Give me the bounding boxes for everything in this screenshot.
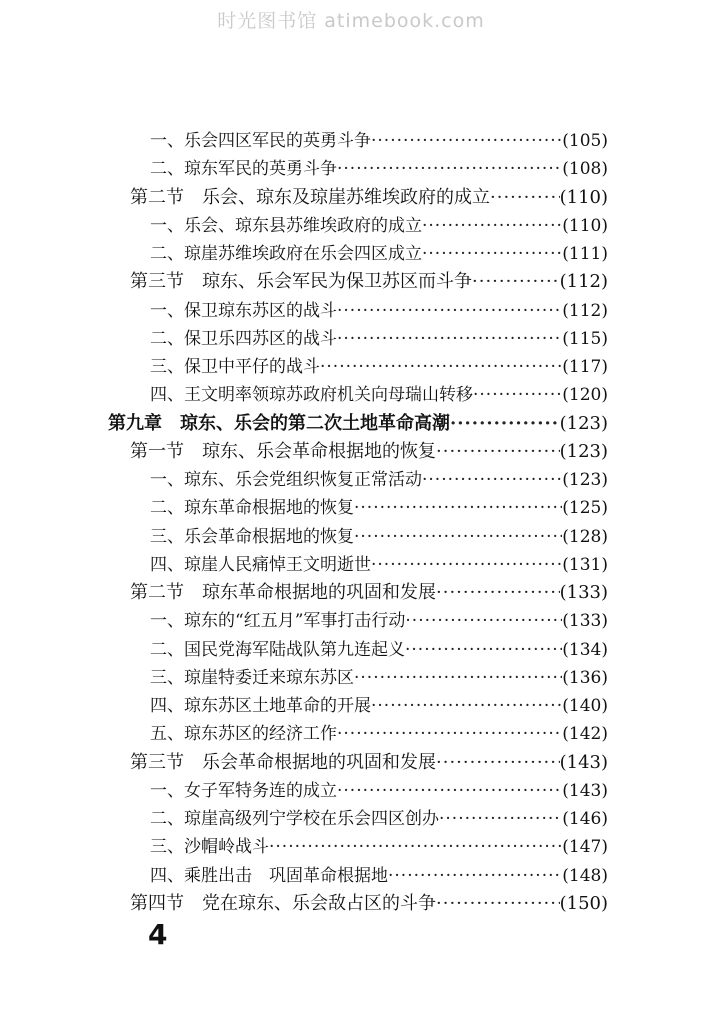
toc-entry-title: 二、琼崖苏维埃政府在乐会四区成立	[150, 244, 422, 264]
toc-leader-dots	[371, 552, 562, 578]
toc-entry-page: (133)	[559, 582, 608, 603]
toc-section-row	[130, 580, 608, 606]
toc-entry-title: 四、琼东苏区土地革命的开展	[150, 696, 371, 716]
toc-leader-dots	[320, 354, 562, 380]
toc-section-row	[130, 439, 608, 465]
toc-item-row	[150, 693, 608, 719]
toc-entry-title: 一、乐会四区军民的英勇斗争	[150, 131, 371, 151]
toc-item-row	[150, 552, 608, 578]
toc-item-row	[150, 524, 608, 550]
toc-entry-page: (125)	[562, 498, 608, 518]
toc-leader-dots	[436, 891, 560, 917]
toc-item-row	[150, 721, 608, 747]
toc-entry-page: (115)	[562, 329, 608, 349]
toc-section-row	[130, 891, 608, 917]
toc-entry-title: 四、乘胜出击 巩固革命根据地	[150, 866, 388, 886]
toc-item-row	[150, 863, 608, 889]
toc-entry-page: (112)	[562, 301, 608, 321]
toc-item-row	[150, 495, 608, 521]
page-number: 4	[148, 918, 168, 951]
toc-leader-dots	[371, 128, 562, 154]
toc-leader-dots	[371, 693, 562, 719]
toc-leader-dots	[388, 863, 562, 889]
toc-entry-page: (120)	[562, 385, 608, 405]
toc-entry-page: (147)	[562, 837, 608, 857]
toc-item-row	[150, 382, 608, 408]
toc-entry-page: (111)	[562, 244, 608, 264]
toc-entry-title: 一、琼东、乐会党组织恢复正常活动	[150, 470, 422, 490]
toc-entry-title: 四、琼崖人民痛悼王文明逝世	[150, 555, 371, 575]
toc-item-row	[150, 213, 608, 239]
toc-leader-dots	[337, 156, 562, 182]
toc-entry-page: (131)	[562, 555, 608, 575]
toc-entry-title: 五、琼东苏区的经济工作	[150, 724, 337, 744]
toc-entry-title: 一、保卫琼东苏区的战斗	[150, 301, 337, 321]
toc-section-row	[130, 185, 608, 211]
toc-item-row	[150, 806, 608, 832]
toc-entry-page: (128)	[562, 527, 608, 547]
toc-item-row	[150, 665, 608, 691]
toc-entry-title: 一、女子军特务连的成立	[150, 781, 337, 801]
toc-leader-dots	[436, 750, 560, 776]
toc-entry-page: (133)	[562, 611, 608, 631]
toc-leader-dots	[337, 778, 562, 804]
toc-entry-page: (110)	[559, 187, 608, 208]
toc-leader-dots	[436, 580, 560, 606]
toc-entry-page: (140)	[562, 696, 608, 716]
toc-entry-title: 三、乐会革命根据地的恢复	[150, 527, 354, 547]
toc-item-row	[150, 326, 608, 352]
toc-entry-page: (123)	[559, 441, 608, 462]
toc-item-row	[150, 778, 608, 804]
toc-leader-dots	[450, 411, 560, 437]
toc-leader-dots	[436, 439, 560, 465]
toc-entry-page: (112)	[559, 271, 608, 292]
toc-entry-title: 二、保卫乐四苏区的战斗	[150, 329, 337, 349]
toc-entry-page: (123)	[562, 470, 608, 490]
toc-entry-title: 四、王文明率领琼苏政府机关向母瑞山转移	[150, 385, 473, 405]
toc-entry-page: (134)	[562, 640, 608, 660]
toc-entry-title: 第三节 乐会革命根据地的巩固和发展	[130, 752, 436, 773]
toc-entry-page: (136)	[562, 668, 608, 688]
toc-item-row	[150, 608, 608, 634]
toc-leader-dots	[354, 524, 562, 550]
toc-entry-title: 第二节 琼东革命根据地的巩固和发展	[130, 582, 436, 603]
toc-entry-title: 二、国民党海军陆战队第九连起义	[150, 640, 405, 660]
toc-section-row	[130, 269, 608, 295]
toc-entry-page: (123)	[559, 413, 608, 434]
toc-entry-page: (117)	[562, 357, 608, 377]
toc-item-row	[150, 128, 608, 154]
toc-item-row	[150, 467, 608, 493]
toc-item-row	[150, 834, 608, 860]
toc-entry-title: 二、琼东军民的英勇斗争	[150, 159, 337, 179]
toc-leader-dots	[422, 213, 562, 239]
toc-entry-page: (105)	[562, 131, 608, 151]
toc-entry-title: 二、琼东革命根据地的恢复	[150, 498, 354, 518]
toc-chapter-row	[108, 411, 608, 437]
toc-leader-dots	[269, 834, 562, 860]
toc-item-row	[150, 241, 608, 267]
watermark: 时光图书馆 atimebook.com	[217, 10, 485, 32]
toc-entry-title: 第二节 乐会、琼东及琼崖苏维埃政府的成立	[130, 187, 490, 208]
toc-entry-page: (143)	[562, 781, 608, 801]
toc-entry-title: 第三节 琼东、乐会军民为保卫苏区而斗争	[130, 271, 472, 292]
toc-section-row	[130, 750, 608, 776]
toc-entry-title: 三、沙帽岭战斗	[150, 837, 269, 857]
toc-leader-dots	[337, 721, 562, 747]
toc-entry-page: (108)	[562, 159, 608, 179]
toc-leader-dots	[439, 806, 562, 832]
toc-entry-page: (143)	[559, 752, 608, 773]
toc-entry-title: 第一节 琼东、乐会革命根据地的恢复	[130, 441, 436, 462]
toc-entry-title: 二、琼崖高级列宁学校在乐会四区创办	[150, 809, 439, 829]
toc-leader-dots	[354, 495, 562, 521]
toc-leader-dots	[354, 665, 562, 691]
toc-entry-page: (110)	[562, 216, 608, 236]
toc-leader-dots	[473, 382, 562, 408]
toc-leader-dots	[405, 608, 562, 634]
toc-entry-page: (148)	[562, 866, 608, 886]
toc-entry-title: 三、保卫中平仔的战斗	[150, 357, 320, 377]
toc-entry-title: 第四节 党在琼东、乐会敌占区的斗争	[130, 893, 436, 914]
toc-item-row	[150, 156, 608, 182]
toc-entry-page: (150)	[559, 893, 608, 914]
toc-item-row	[150, 354, 608, 380]
toc-leader-dots	[337, 298, 562, 324]
toc-item-row	[150, 637, 608, 663]
toc-entry-title: 三、琼崖特委迁来琼东苏区	[150, 668, 354, 688]
toc-entry-title: 一、乐会、琼东县苏维埃政府的成立	[150, 216, 422, 236]
toc-entry-page: (142)	[562, 724, 608, 744]
toc-item-row	[150, 298, 608, 324]
toc-leader-dots	[422, 467, 562, 493]
toc-entry-title: 一、琼东的“红五月”军事打击行动	[150, 611, 406, 631]
toc-entry-title: 第九章 琼东、乐会的第二次土地革命高潮	[108, 413, 450, 434]
toc-leader-dots	[422, 241, 562, 267]
toc-leader-dots	[490, 185, 560, 211]
toc-leader-dots	[472, 269, 560, 295]
toc-entry-page: (146)	[562, 809, 608, 829]
toc-leader-dots	[405, 637, 562, 663]
toc-leader-dots	[337, 326, 562, 352]
